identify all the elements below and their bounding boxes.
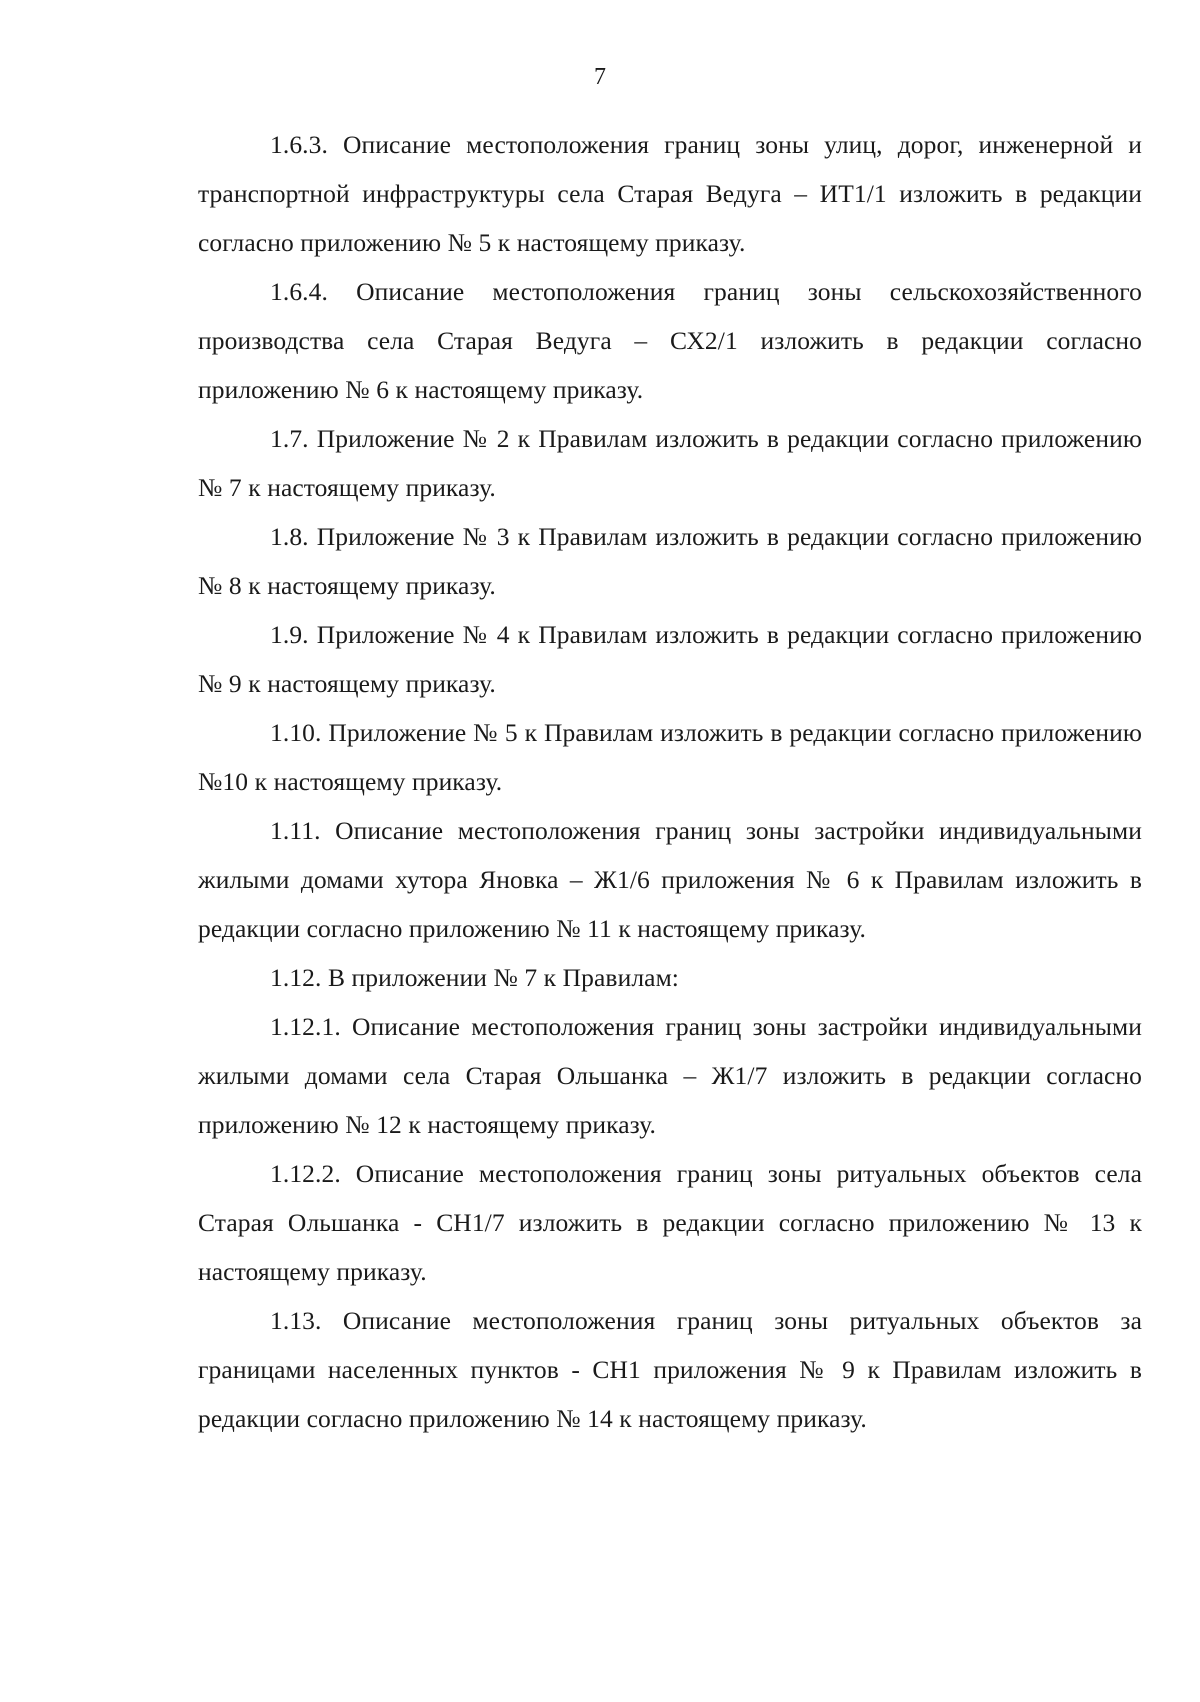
paragraph-1-12-1: 1.12.1. Описание местоположения границ зоны застройки индивидуальными жилыми домами села Старая Ольшанка – Ж1/7 изложить в редакции согласно приложению № 12 к настоящему приказу. [198, 1012, 1142, 1139]
paragraph-1-6-4: 1.6.4. Описание местоположения границ зоны сельскохозяйственного производства села Старая Ведуга – СХ2/1 изложить в редакции согласно приложению № 6 к настоящему приказу. [198, 277, 1142, 404]
paragraph-1-12-2: 1.12.2. Описание местоположения границ зоны ритуальных объектов села Старая Ольшанка - СН1/7 изложить в редакции согласно приложению № 13 к настоящему приказу. [198, 1159, 1142, 1286]
paragraph-1-10: 1.10. Приложение № 5 к Правилам изложить в редакции согласно приложению №10 к настоящему приказу. [198, 718, 1142, 796]
paragraph-1-11: 1.11. Описание местоположения границ зоны застройки индивидуальными жилыми домами хутора Яновка – Ж1/6 приложения № 6 к Правилам изложить в редакции согласно приложению № 11 к настоящему приказу. [198, 816, 1142, 943]
page-number: 7 [594, 64, 606, 90]
paragraph-1-7: 1.7. Приложение № 2 к Правилам изложить в редакции согласно приложению № 7 к настоящему приказу. [198, 424, 1142, 502]
paragraph-1-13: 1.13. Описание местоположения границ зоны ритуальных объектов за границами населенных пунктов - СН1 приложения № 9 к Правилам изложить в редакции согласно приложению № 14 к настоящему приказу. [198, 1306, 1142, 1433]
paragraph-1-8: 1.8. Приложение № 3 к Правилам изложить в редакции согласно приложению № 8 к настоящему приказу. [198, 522, 1142, 600]
paragraph-1-12: 1.12. В приложении № 7 к Правилам: [270, 963, 679, 992]
paragraph-1-9: 1.9. Приложение № 4 к Правилам изложить в редакции согласно приложению № 9 к настоящему приказу. [198, 620, 1142, 698]
document-body [198, 120, 1142, 1443]
paragraph-1-6-3: 1.6.3. Описание местоположения границ зоны улиц, дорог, инженерной и транспортной инфраструктуры села Старая Ведуга – ИТ1/1 изложить в редакции согласно приложению № 5 к настоящему приказу. [198, 130, 1142, 257]
